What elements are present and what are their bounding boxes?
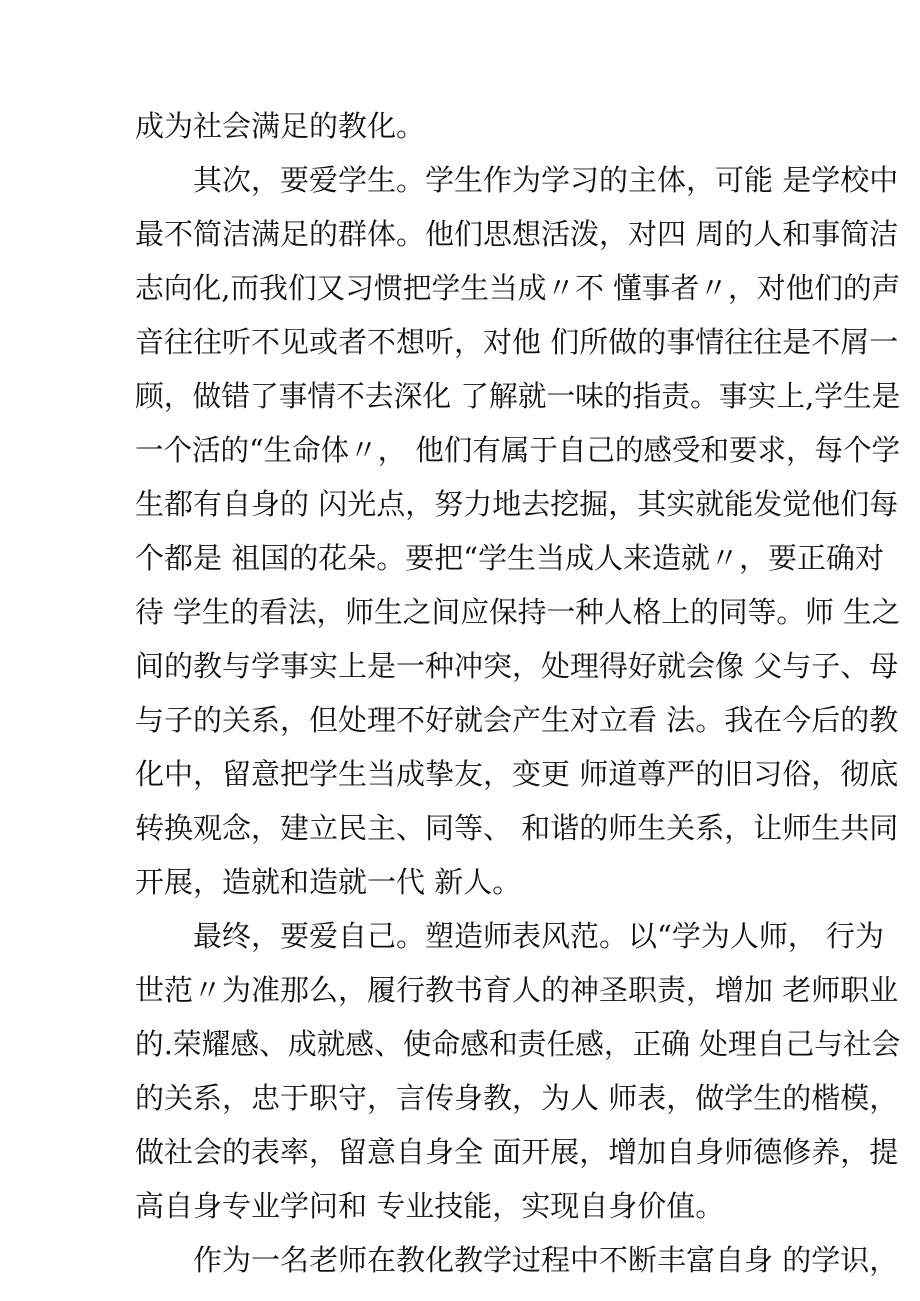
- text-line-12: 与子的关系，但处理不好就会产生对立看 法。我在今后的教: [135, 703, 899, 737]
- text-line-11: 间的教与学事实上是一种冲突，处理得好就会像 父与子、母: [135, 649, 899, 683]
- text-line-8: 生都有自身的 闪光点，努力地去挖掘，其实就能发觉他们每: [135, 487, 899, 521]
- text-line-22: 作为一名老师在教化教学过程中不断丰富自身 的学识，: [193, 1243, 899, 1277]
- text-line-16: 最终，要爱自己。塑造师表风范。以“学为人师， 行为: [193, 919, 885, 953]
- text-line-17: 世范〃为准那么，履行教书育人的神圣职责，增加 老师职业: [135, 973, 899, 1007]
- text-line-14: 转换观念，建立民主、同等、 和谐的师生关系，让师生共同: [135, 811, 899, 845]
- text-line-1: 成为社会满足的教化。: [135, 109, 426, 143]
- text-line-18: 的.荣耀感、成就感、使命感和责任感，正确 处理自己与社会: [135, 1027, 901, 1061]
- text-line-21: 高自身专业学问和 专业技能，实现自身价值。: [135, 1189, 725, 1223]
- text-line-6: 顾，做错了事情不去深化 了解就一味的指责。事实上,学生是: [135, 379, 901, 413]
- text-line-3: 最不简洁满足的群体。他们思想活泼，对四 周的人和事简洁: [135, 217, 899, 251]
- text-line-2: 其次，要爱学生。学生作为学习的主体，可能 是学校中: [193, 163, 899, 197]
- text-line-5: 音往往听不见或者不想听，对他 们所做的事情往往是不屑一: [135, 325, 899, 359]
- text-line-9: 个都是 祖国的花朵。要把“学生当成人来造就〃，要正确对: [135, 541, 885, 575]
- text-line-13: 化中，留意把学生当成挚友，变更 师道尊严的旧习俗，彻底: [135, 757, 899, 791]
- text-line-4: 志向化,而我们又习惯把学生当成〃不 懂事者〃，对他们的声: [135, 271, 901, 305]
- text-line-7: 一个活的“生命体〃， 他们有属于自己的感受和要求，每个学: [135, 433, 901, 467]
- text-line-20: 做社会的表率，留意自身全 面开展，增加自身师德修养，提: [135, 1135, 899, 1169]
- text-line-19: 的关系，忠于职守，言传身教，为人 师表，做学生的楷模，: [135, 1081, 899, 1115]
- text-line-15: 开展，造就和造就一代 新人。: [135, 865, 522, 899]
- text-line-10: 待 学生的看法，师生之间应保持一种人格上的同等。师 生之: [135, 595, 901, 629]
